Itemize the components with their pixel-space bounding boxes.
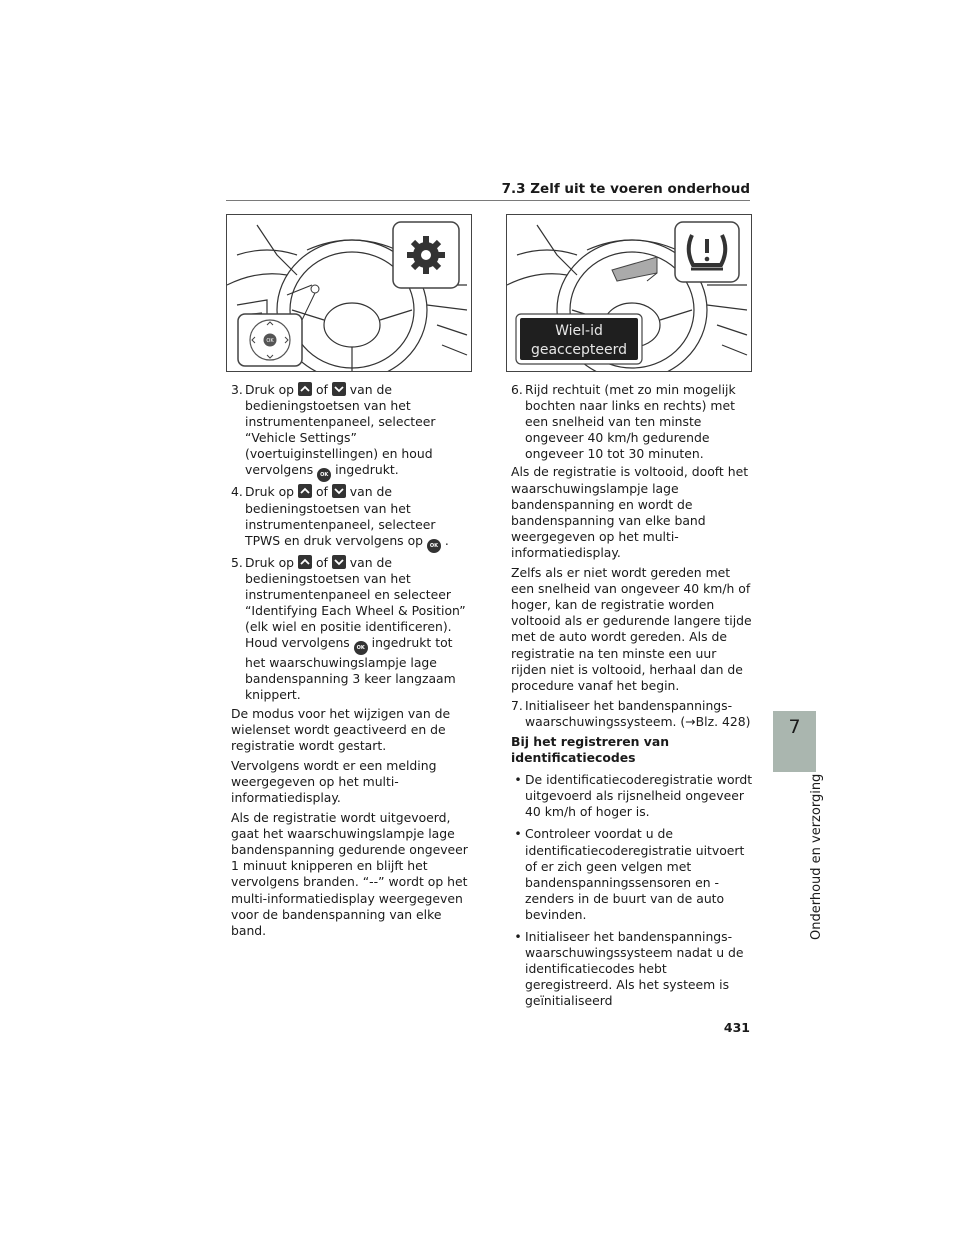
paragraph: De modus voor het wijzigen van de wielenset wordt geactiveerd en de registratie wordt gestart. [231,705,451,753]
control-pad-icon [238,314,302,366]
display-line2: geaccepteerd [530,342,628,358]
gear-icon [393,222,459,288]
paragraph: Als de registratie is voltooid, dooft het waarschuwingslampje lage bandenspanning en wordt de bandenspanning van elke band weergegeven op het multi-informatiedisplay. [511,464,749,560]
page-number: 431 [723,1020,750,1035]
ok-button-icon: OK [354,641,368,655]
list-item: • Controleer voordat u de identificatiecoderegistratie uitvoert of er zich geen velgen met bandenspanningssensoren en -zenders in de buurt van de auto bevinden. [514,826,745,922]
section-header [226,178,750,201]
list-item: • Initialiseer het bandenspanningswaarschuwingssysteem nadat u de identificatiecodes hebt geregistreerd. Als het systeem is geïnitialiseerd [514,929,744,1009]
tire-pressure-warning-icon [675,222,739,282]
section-title: 7.3 Zelf uit te voeren onderhoud [501,181,750,197]
list-item: • De identificatiecoderegistratie wordt uitgevoerd als rijsnelheid ongeveer 40 km/h of hoger is. [514,772,753,820]
chevron-up-icon [298,555,312,569]
multi-info-display [516,314,642,364]
figure-wheel-id [506,214,752,372]
right-column [511,382,755,1015]
step-5: 5. Druk op of van de bedieningstoetsen van het instrumentenpaneel en selecteer “Identifying Each Wheel & Position” (elk wiel en positie identificeren). Houd vervolgens OK ingedrukt tot het waarschuwingslampje lage bandenspanning 3 keer langzaam knippert. [231,554,466,703]
subheading: Bij het registreren van identificatiecodes [511,733,670,766]
chapter-label-container [795,773,824,946]
paragraph: Zelfs als er niet wordt gereden met een snelheid van ongeveer 40 km/h of hoger, kan de registratie worden voltooid als er gedurende langere tijde met de auto wordt gereden. Als de registratie na ten minste een uur rijden niet is voltooid, herhaal dan de procedure vanaf het begin. [511,565,752,693]
chevron-down-icon [332,555,346,569]
chevron-up-icon [298,484,312,498]
step-7: 7. Initialiseer het bandenspanningswaarschuwingssysteem. (→Blz. 428) [511,697,751,729]
ok-button-icon: OK [317,468,331,482]
paragraph: Als de registratie wordt uitgevoerd, gaat het waarschuwingslampje lage bandenspanning gedurende ongeveer 1 minuut knipperen en blijft het vervolgens branden. “--” wordt op het multi-informatiedisplay weergegeven voor de bandenspanning van elke band. [231,810,468,938]
chevron-down-icon [332,382,346,396]
paragraph: Vervolgens wordt er een melding weergegeven op het multi-informatiedisplay. [231,757,437,805]
chevron-down-icon [332,484,346,498]
svg-text:OK: OK [266,338,274,344]
chapter-number: 7 [788,716,801,738]
step-6: 6. Rijd rechtuit (met zo min mogelijk bochten naar links en rechts) met een snelheid van ten minste ongeveer 40 km/h gedurende ongeveer 10 tot 30 minuten. [511,382,736,462]
step-4: 4. Druk op of van de bedieningstoetsen van het instrumentenpaneel, selecteer TPWS en druk vervolgens op OK . [231,484,471,552]
step-3: 3. Druk op of van de bedieningstoetsen van het instrumentenpaneel, selecteer “Vehicle Settings” (voertuiginstellingen) en houd vervolgens OK ingedrukt. [231,382,471,482]
chapter-label: Onderhoud en verzorging [809,773,824,940]
figure-settings [226,214,472,372]
left-column [231,382,471,943]
chevron-up-icon [298,382,312,396]
ok-button-icon: OK [427,539,441,553]
dashboard-illustration-right [507,215,751,371]
dashboard-illustration-left [227,215,471,371]
display-line1: Wiel-id [555,323,603,339]
